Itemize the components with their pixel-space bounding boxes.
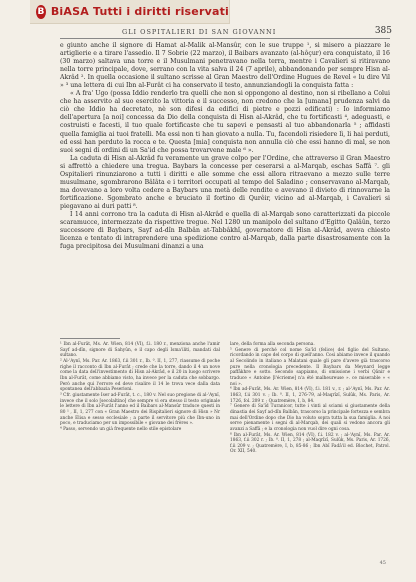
footnote: ⁸ Ibn al-Furât, Ms. Ar. Wien, 814 (VI), f.i. 182 v. ; al-'Aynî, Ms. Par. Ar. 1863, f.ii 302 r. ; Ib. ⁰. II, 1, 278 ; al-Maqrîzî, Sulûk, Ms. Paris, Ar. 1726, f.ii 209 v. ; Quatremère, I, b, 85-86 ; Ibn Abî Fadâ'il ed. Blochet, Patrol. Or. XII, 540. (230, 432, 390, 455)
footnote: ⁶ Ibn ad-Furât, Ms. Ar. Wien, 814 (VI), f.i. 181 v., r. ; al-'Aynî, Ms. Par. Ar. 1863, f.ii 301 v. ; Ib. ⁰. II, 1, 276-79, al-Maqrîzî, Sulûk, Ms. Paris, Ar. 1726, fol. 209 r. ; Quatremère, I, b, 84. (230, 387, 390, 404)
footnote: ¹ Ibn al-Furât, Ms. Ar. Wien, 814 (VI), f.i. 180 r., menziona anche l'amir Sayf ad-dîn, signore di Sahyûn, e il capo degli Isma'iliti, mandati dal sultano. (60, 342, 220, 359)
footnote: ² Al-'Aynî, Ms. Par. Ar. 1863, f.ii 301 r., Ib. ⁰. II, 1, 277, riassume di poche righe il racconto di Ibn al-Furât ; crede che la torre, dando il 4 un nove come la data dell'investimento di Hisn al-Akrâd, e il 20 in luogo scrivere Ibn al-Furât, come abbiamo visto, ha invece per la caduta che sobbargo. Però anche qui l'errore ed deve risalire il 14 le trova vece dalla data spontanea dell'abbazia Peserioni. (60, 358, 220, 393)
footnote: ⁷ Genere di Sa'îd Turanicor, tutte i vinti al sciami si giustamente della dinastia dei Sayf ad-dîn Balbân, trascorso la principale fortezza e sembra mai dell'Ordine dopo che Dio ha voluto sopra tutta la sua famiglia. A noi serve pienamente i segni di al-Marqab, dei quali si vedono ancora gli avanzi a Saffâ ; e la cronologia non vuol dire ogni cosa. (230, 404, 390, 432)
footnote: ³ Cfr. giustamente Iser ad-Furât, t. c., 180 v. Nel suo pregione di al-'Aynî, invece che il solo [secolaltino] che sempre vi era stesso il testo originale le lettere di Ibn al-Furât l'anno ed il Baibars al-Mansûr traduce questi in 80 ¹ , II, 1, 277 con « Gran Maestro dei Rispitalieri signore di Hisn » Nr anche Elisa e sesso ecclesiale ; a parte il servitore più che Ibn-uno in poco, e traduciamo per un impossibile « giovane dei frères ». (60, 392, 220, 427)
footnotes (60, 342, 390, 455)
footnote: ⁴ Passo, servendo un già frequente nello stile epistolare (60, 426, 182, 432)
footnote-column-left (60, 342, 220, 455)
biasa-logo-icon: B (37, 6, 45, 17)
signature-number: 45 (379, 560, 386, 566)
footnote: ⁵ Genere di perché col nome Sa'îd (felice) del figlio del Sultano, ricordando in capo del corpo di quell'anno. Cosi abiamo invece il quando al Secolindo in italiano a Malatani quale gli pare d'avere già trascorso pure nella cronologia precedente. Il Baybars da Meynard legge paffâkhre e sotto. Secondo sappiamo, di omissione i verbi Qânir e traduce « Antoine [l'écrieme] n'a été malheureuse ». ce miserable » « noi ». (230, 347, 390, 387)
footnote-rule (60, 338, 120, 339)
watermark-banner (30, 0, 230, 24)
footnote: lare, della forma alla seconda persona. (230, 342, 315, 347)
paragraph: « A fra' Ugo (possa Iddio renderlo tra quelli che non si oppongono al destino, non si ribellano a Colui che ha asservito al suo esercito la vittoria e il successo, non credono che la [umana] prudenza salvi da ciò che Iddio ha decretato, nè son difesi da edifici di pietre e pozzi edificati) : Io informiamo dell'apertura [a noi] concessa da Dio della conquista di Hisn al-Akrâd, che tu fortificasti ⁴, adeguasti, e costruisti e facesti, il tuo quale fortificaste che tu sapevi e pensasti al tuo abbandonarla ⁵ ; affidasti quella famiglia ai tuoi fratelli. Ma essi non ti han giovato a nulla. Tu, facendoli risiedere lì, li hai perduti, ed essi han perduto la rocca e te. Questa [mia] conquista non annulla ciò che essi hanno di mal, se non suoi segni di ordini di un Sa'id che possa trovarvene male ⁶ ». (60, 90, 390, 154)
header-rule (60, 38, 390, 39)
paragraph: La caduta di Hisn al-Akrâd fu veramente un grave colpo per l'Ordine, che attraverso il Gran Maestro si affrettò a chiedere una tregua. Baybars la concesse per ceserarsi a al-Marqab, eschas Saffâ ⁷. gli Ospitalieri rinunziarono a tutti i diritti e alle somme che essi allora ritraevano a mezzo sulle terre musulmane, sgombrarono Bâlâta e i territori occupati al tempo del Saladino ; conservavano al-Marqab, ma dovevano a loro volta cedere a Baybars una metà delle rendite e avevano il divieto di rinnovarne la fortificazione. Sgombrato anche e bruciato il fortino di Qurêir, vicino ad al-Marqab, i Cavalieri si piegavano ai duri patti ⁸. (60, 154, 390, 210)
watermark-text: BiASA Tutti i diritti riservati (50, 5, 229, 18)
running-title: GLI OSPITALIERI DI SAN GIOVANNI (122, 28, 277, 36)
page-number: 385 (374, 26, 392, 36)
paragraph: I 14 anni corrono tra la caduta di Hisn al-Akrâd e quella di al-Marqab sono caratterizzati da piccole scaramucce, intermezzate da rispettive tregue. Nel 1280 un manipolo del sultano d'Egitto Qalâûn, terzo successore di Baybars, Sayf ad-dîn Balbân at-Tabbâkhî, governatore di Hisn al-Akrâd, aveva chiesto licenza e tentato di intraprendere una spedizione contro al-Marqab, dalla parte disastrosamente con la fuga precipitosa dei Musulmani dinanzi a una (60, 210, 390, 251)
main-text (60, 42, 390, 251)
paragraph: e giunto anche il signore di Hamat al-Malik al-Mansûr, con le sue truppe ¹, si misero a piazzare le artiglierie e a tirare l'assedio. Il 7 Sobrie (22 marzo), il Baibars avanzato (al-hôçur) era conquistato, il 16 (30 marzo) saltava una torre e il Musulmani penetravano nella terra, mentre i Cavalieri si ritiravano nella torre principale, dove, serrano con la vita salva il 24 (7 aprile), abbandonando per sempre Hisn al-Akrâd ². In quella occasione il sultano scrisse al Gran Maestro dell'Ordine Hugues de Revel « lu dire Vil » ³ una lettera di cui Ibn al-Furât ci ha conservato il testo, annunziandogli la conquista fatta : (60, 42, 390, 90)
footnote-column-right (230, 342, 390, 455)
